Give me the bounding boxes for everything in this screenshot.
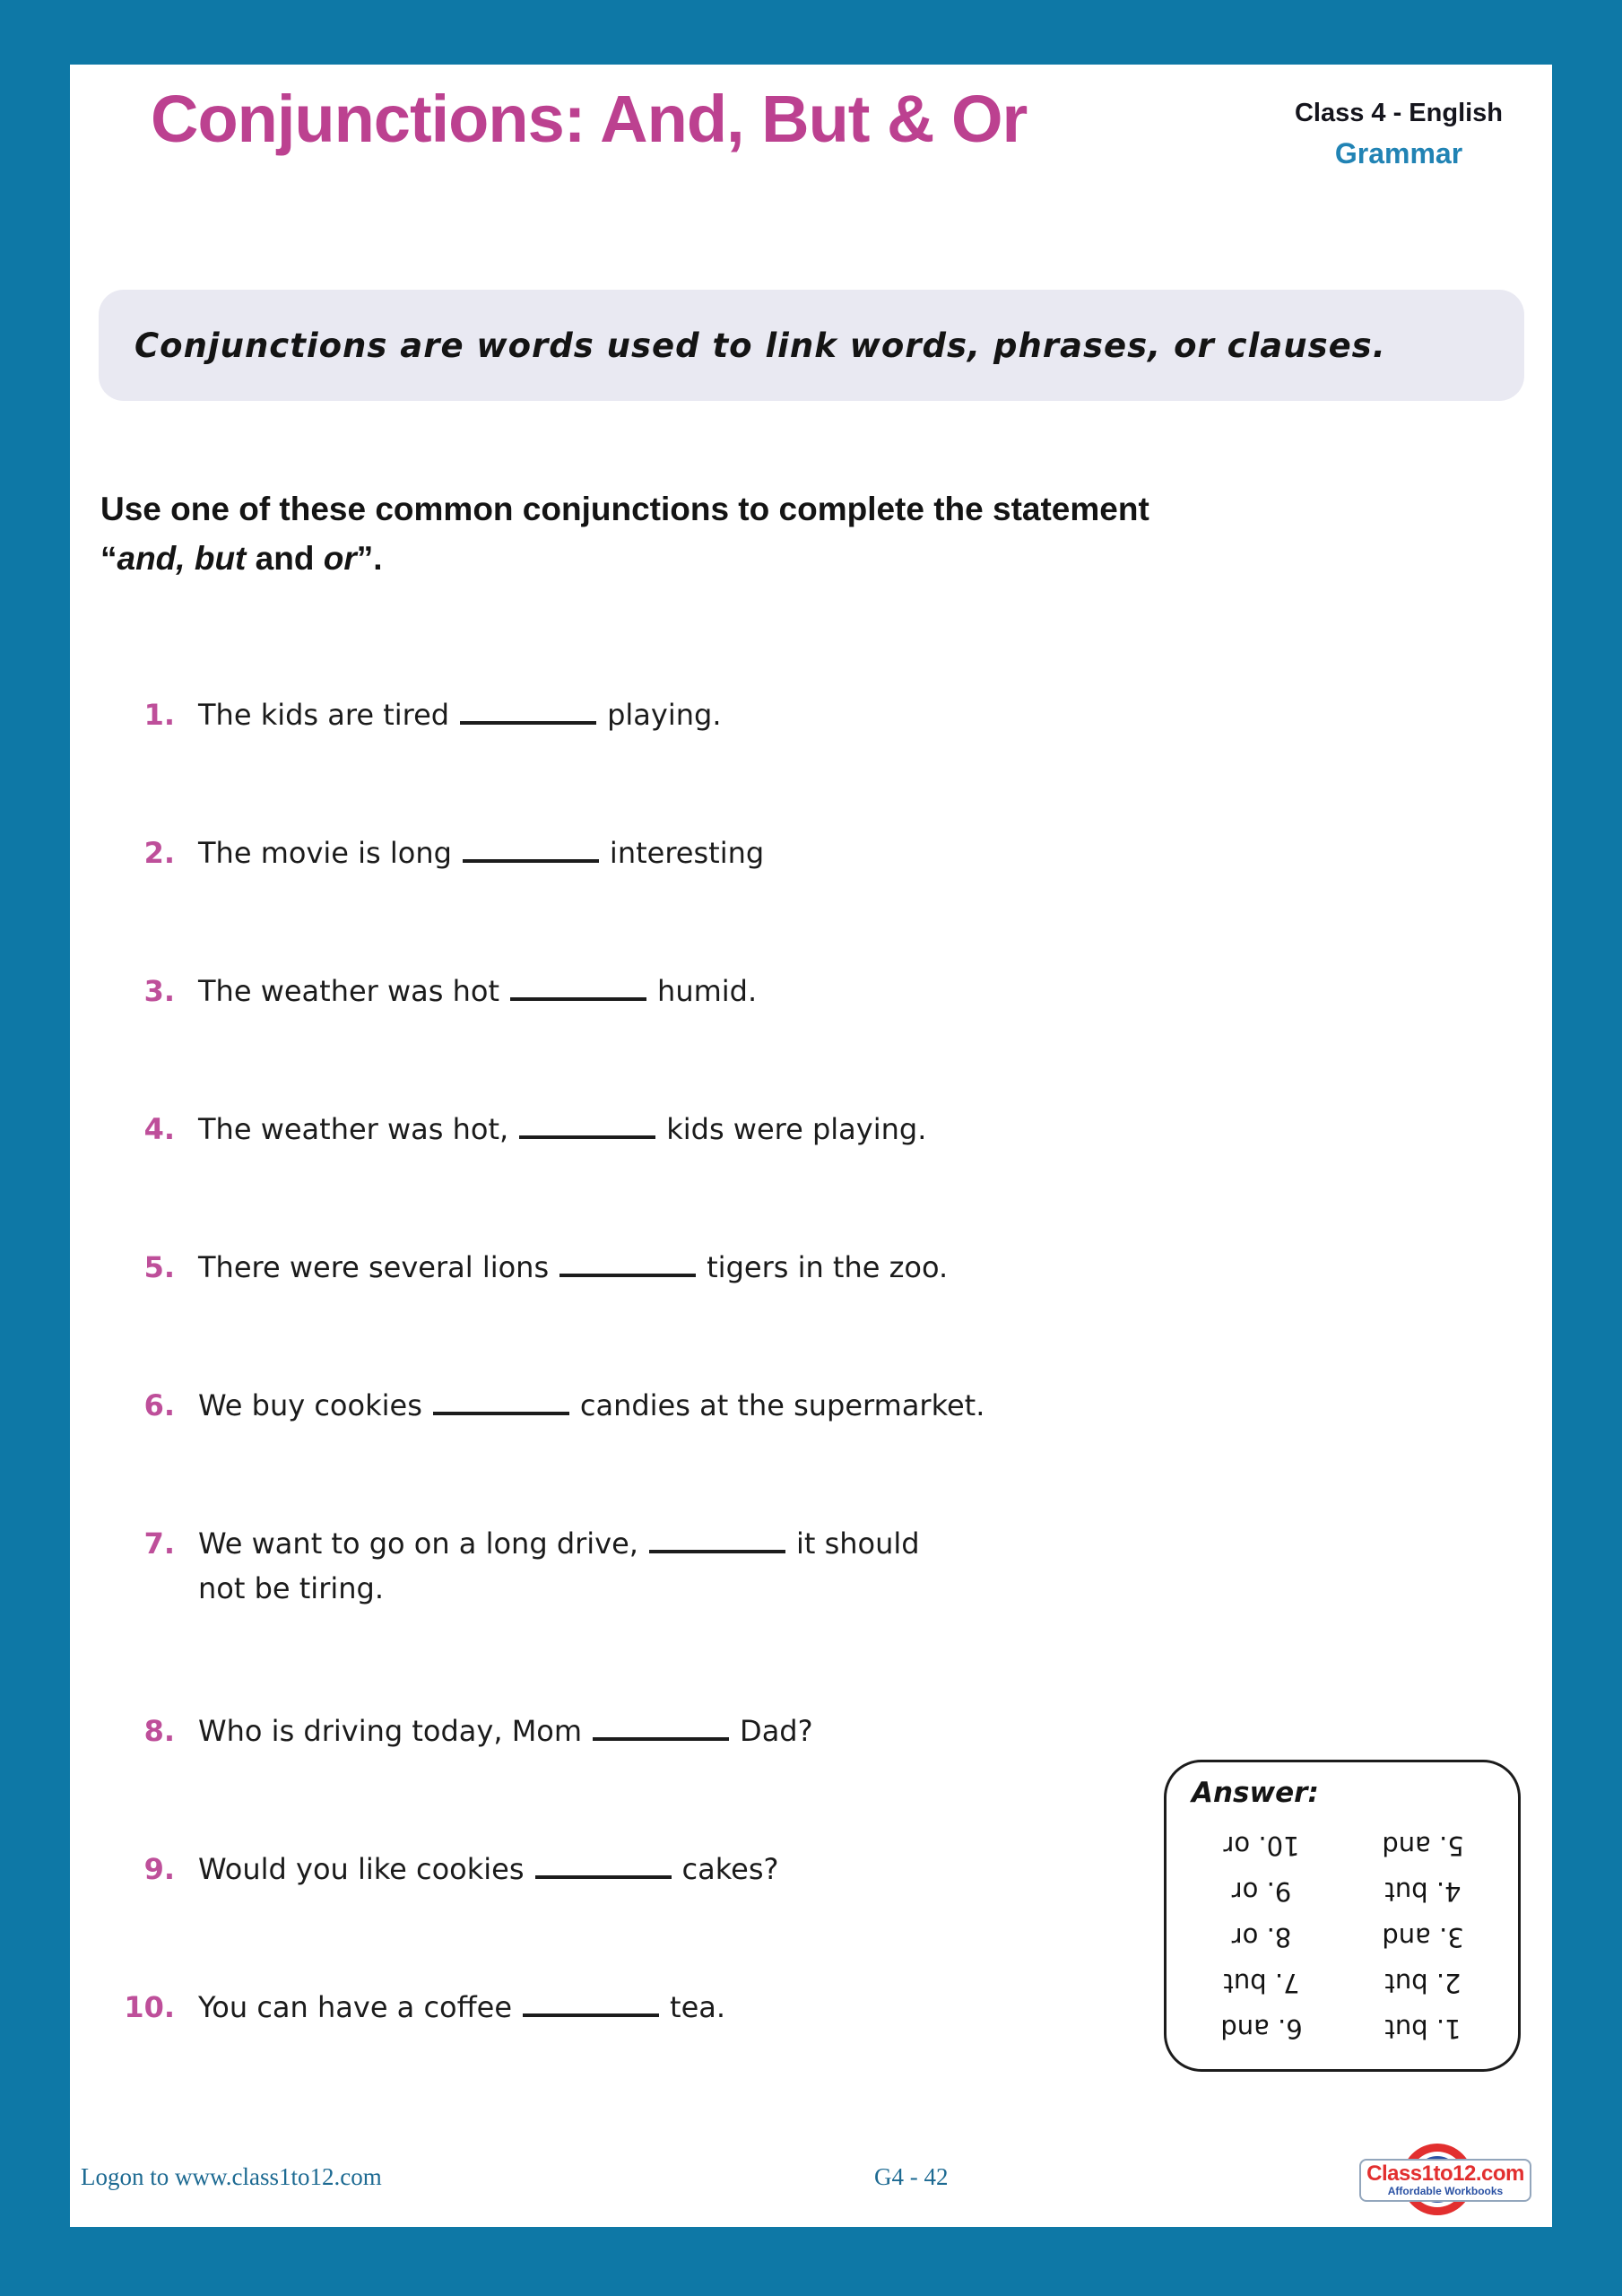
sentence-before-blank: The weather was hot, bbox=[198, 1112, 509, 1146]
instruction-italic1: and, but bbox=[117, 540, 247, 577]
sentence-before-blank: The movie is long bbox=[198, 836, 452, 870]
fill-in-blank bbox=[593, 1737, 729, 1741]
item-number: 6. bbox=[143, 1388, 175, 1422]
item-sentence bbox=[198, 831, 764, 875]
sentence-before-blank: The weather was hot bbox=[198, 974, 500, 1008]
sentence-after-blank: candies at the supermarket. bbox=[579, 1388, 985, 1422]
answer-entry: 9. or bbox=[1231, 1876, 1292, 1907]
worksheet-sheet bbox=[70, 65, 1552, 2227]
question-item-10 bbox=[110, 1985, 725, 2030]
fill-in-blank bbox=[519, 1135, 655, 1139]
sentence-after-blank: Dad? bbox=[740, 1714, 813, 1748]
answer-entry: 1. but bbox=[1384, 2013, 1462, 2044]
question-item-7 bbox=[110, 1521, 920, 1611]
sentence-before-blank: We want to go on a long drive, bbox=[198, 1526, 638, 1561]
answer-entry: 7. but bbox=[1223, 1968, 1300, 1998]
item-number: 3. bbox=[143, 974, 175, 1008]
fill-in-blank bbox=[559, 1274, 696, 1277]
fill-in-blank bbox=[433, 1412, 569, 1415]
footer-page-code: G4 - 42 bbox=[874, 2163, 949, 2190]
answer-entry: 8. or bbox=[1231, 1922, 1292, 1952]
logo-title: Class1to12.com bbox=[1366, 2161, 1524, 2186]
class-label: Class 4 - English bbox=[1294, 99, 1504, 127]
answer-grid-rotated bbox=[1181, 1822, 1504, 2053]
item-number: 5. bbox=[143, 1250, 175, 1284]
question-item-3 bbox=[110, 969, 757, 1013]
logo-subtitle: Affordable Workbooks bbox=[1387, 2185, 1504, 2197]
logo-plate bbox=[1359, 2159, 1531, 2202]
item-number: 7. bbox=[143, 1526, 175, 1561]
instruction-line1: Use one of these common conjunctions to complete the statement bbox=[100, 491, 1149, 527]
sentence-before-blank: Who is driving today, Mom bbox=[198, 1714, 583, 1748]
sentence-after-blank: playing. bbox=[607, 698, 722, 732]
sentence-second-line: not be tiring. bbox=[198, 1571, 384, 1605]
item-sentence bbox=[198, 1847, 778, 1892]
question-item-9 bbox=[110, 1847, 778, 1892]
instruction-text bbox=[100, 484, 1535, 583]
answer-entry: 3. and bbox=[1382, 1922, 1464, 1952]
item-sentence bbox=[198, 1709, 813, 1753]
item-number: 1. bbox=[143, 698, 175, 732]
page-title: Conjunctions: And, But & Or bbox=[151, 82, 1028, 156]
sentence-before-blank: We buy cookies bbox=[198, 1388, 422, 1422]
instruction-quote-close: ”. bbox=[356, 540, 383, 577]
fill-in-blank bbox=[523, 2013, 659, 2017]
fill-in-blank bbox=[460, 721, 596, 725]
question-item-4 bbox=[110, 1107, 926, 1152]
sentence-after-blank: humid. bbox=[657, 974, 758, 1008]
question-item-5 bbox=[110, 1245, 948, 1290]
class1to12-logo bbox=[1358, 2142, 1538, 2222]
definition-box bbox=[99, 290, 1524, 401]
sentence-after-blank: tea. bbox=[670, 1990, 726, 2024]
item-sentence bbox=[198, 1985, 725, 2030]
answer-box-title: Answer: bbox=[1192, 1777, 1319, 1809]
sentence-after-blank: it should bbox=[795, 1526, 920, 1561]
sentence-after-blank: interesting bbox=[609, 836, 765, 870]
answer-box bbox=[1164, 1760, 1521, 2072]
item-sentence bbox=[198, 1245, 948, 1290]
item-sentence bbox=[198, 1107, 926, 1152]
fill-in-blank bbox=[510, 997, 646, 1001]
sentence-before-blank: The kids are tired bbox=[198, 698, 450, 732]
item-sentence bbox=[198, 1383, 984, 1428]
item-number: 2. bbox=[143, 836, 175, 870]
item-sentence bbox=[198, 969, 757, 1013]
answer-entry: 10. or bbox=[1223, 1831, 1300, 1861]
fill-in-blank bbox=[535, 1875, 672, 1879]
item-number: 10. bbox=[124, 1990, 175, 2024]
sentence-before-blank: There were several lions bbox=[198, 1250, 550, 1284]
item-sentence bbox=[198, 692, 721, 737]
subject-label: Grammar bbox=[1334, 137, 1463, 170]
instruction-connector: and bbox=[246, 540, 324, 577]
sentence-after-blank: cakes? bbox=[681, 1852, 779, 1886]
answer-entry: 5. and bbox=[1382, 1831, 1464, 1861]
answer-entry: 2. but bbox=[1384, 1968, 1462, 1998]
sentence-before-blank: You can have a coffee bbox=[198, 1990, 513, 2024]
item-number: 8. bbox=[143, 1714, 175, 1748]
fill-in-blank bbox=[649, 1550, 785, 1553]
sentence-after-blank: kids were playing. bbox=[666, 1112, 927, 1146]
answer-entry: 4. but bbox=[1384, 1876, 1462, 1907]
footer-website-text: Logon to www.class1to12.com bbox=[81, 2163, 382, 2190]
answer-entry: 6. and bbox=[1220, 2013, 1303, 2044]
header-corner bbox=[1269, 99, 1529, 170]
sentence-before-blank: Would you like cookies bbox=[198, 1852, 525, 1886]
item-number: 4. bbox=[143, 1112, 175, 1146]
fill-in-blank bbox=[463, 859, 599, 863]
instruction-quote-open: “ bbox=[100, 540, 117, 577]
question-item-8 bbox=[110, 1709, 813, 1753]
sentence-after-blank: tigers in the zoo. bbox=[707, 1250, 949, 1284]
definition-text: Conjunctions are words used to link words, phrases, or clauses. bbox=[134, 326, 1386, 365]
item-number: 9. bbox=[143, 1852, 175, 1886]
question-item-1 bbox=[110, 692, 721, 737]
question-item-2 bbox=[110, 831, 764, 875]
instruction-italic2: or bbox=[323, 540, 357, 577]
item-sentence bbox=[198, 1521, 920, 1611]
question-item-6 bbox=[110, 1383, 984, 1428]
